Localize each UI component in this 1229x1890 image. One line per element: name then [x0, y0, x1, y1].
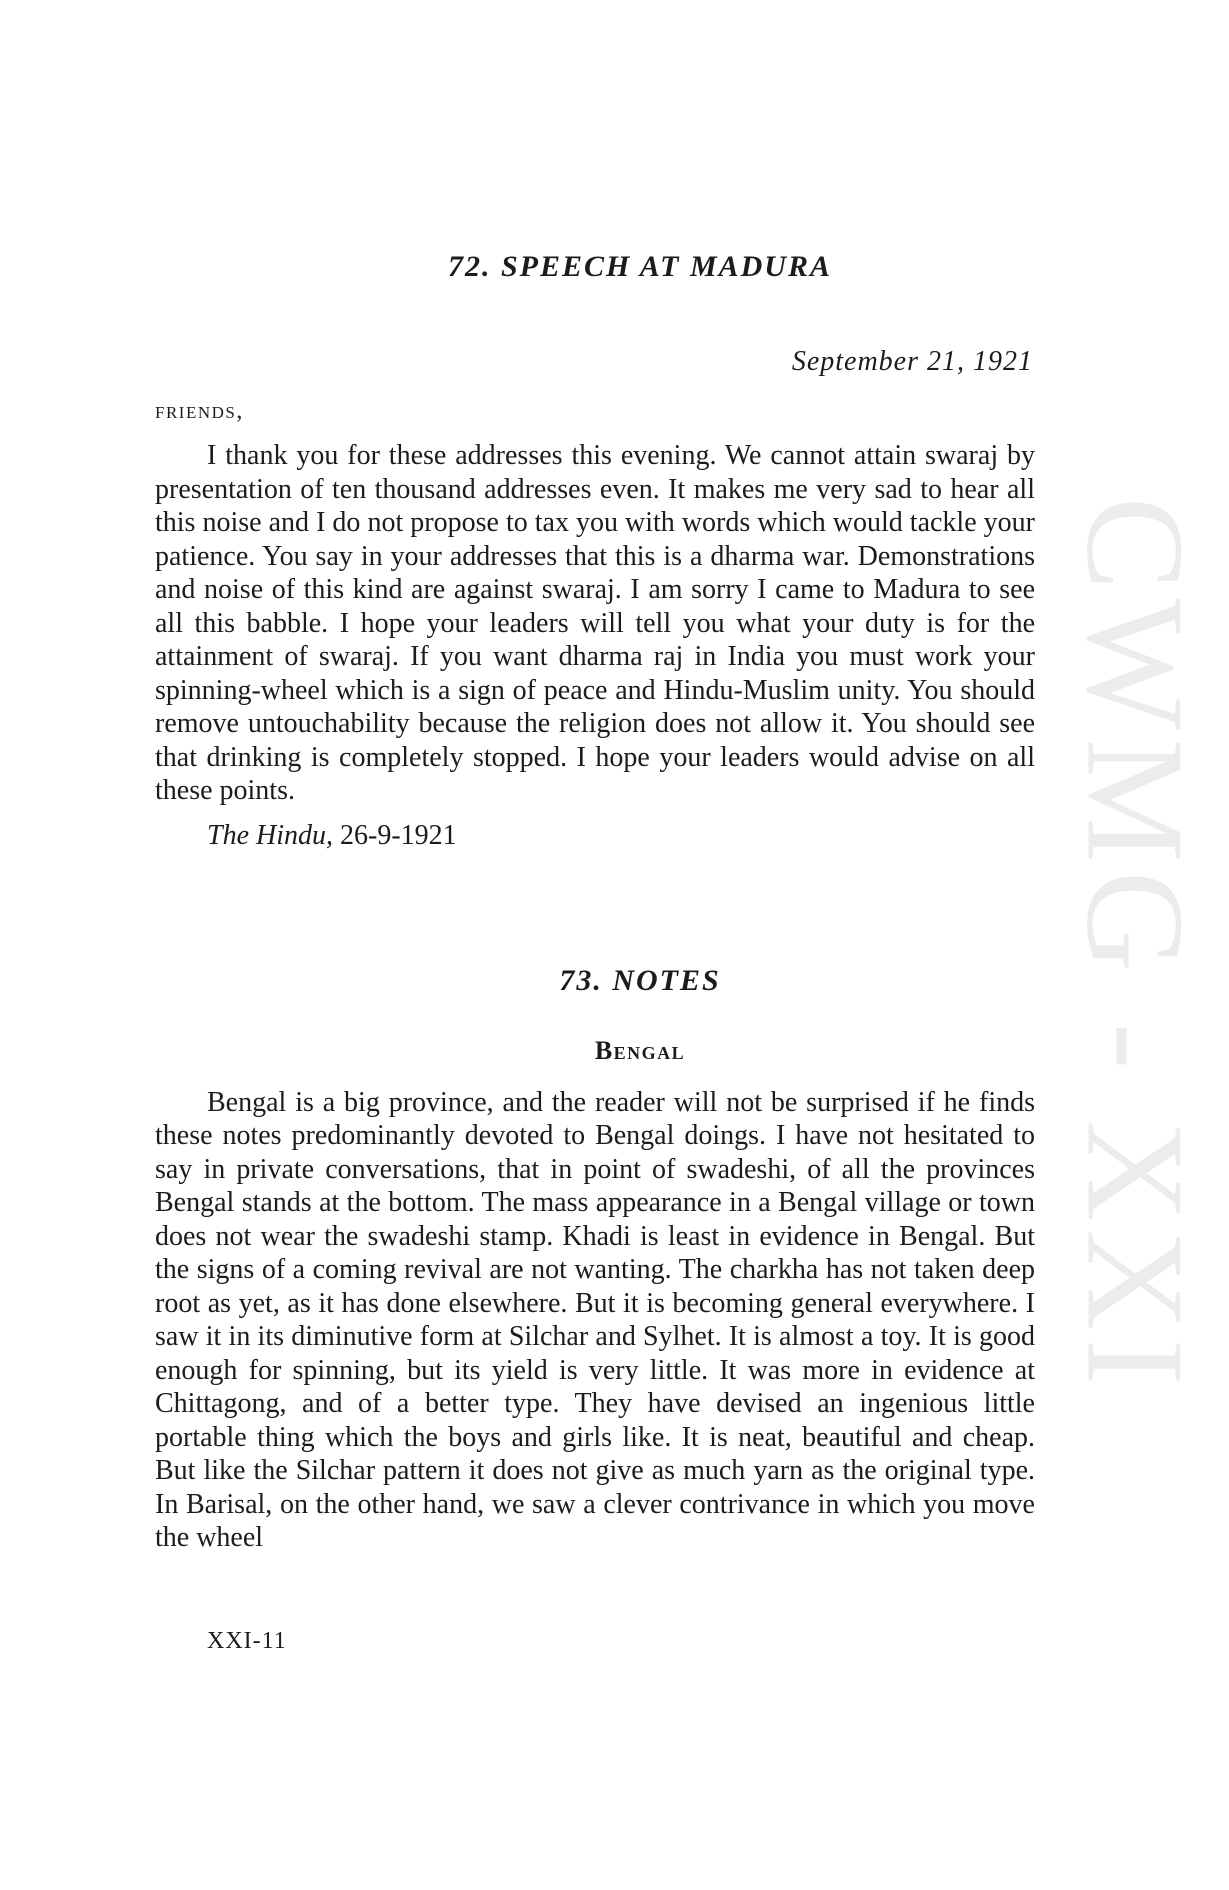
source-publication: The Hindu, — [207, 819, 333, 851]
salutation: friends, — [155, 398, 244, 424]
section-title: 73. NOTES — [559, 963, 721, 997]
speech-date: September 21, 1921 — [791, 346, 1033, 377]
page-content — [155, 250, 1035, 1555]
notes-section — [155, 964, 1035, 1555]
section-title: 72. SPEECH AT MADURA — [448, 250, 832, 283]
speech-section — [155, 250, 1035, 852]
page-footer-id: XXI-11 — [207, 1628, 287, 1654]
speech-body: I thank you for these addresses this evening. We cannot attain swaraj by presentation of ten thousand addresses even. It makes me very sad to hear all this noise and I do not propose to tax you with words which would tackle your patience. You say in your addresses that this is a dharma war. Demonstrations and noise of this kind are against swaraj. I am sorry I came to Madura to see all this babble. I hope your leaders will tell you what your duty is for the attainment of swaraj. If you want dharma raj in India you must work your spinning-wheel which is a sign of peace and Hindu-Muslim unity. You should remove untouchability because the religion does not allow it. You should see that drinking is completely stopped. I hope your leaders would advise on all these points. — [155, 440, 1035, 806]
source-date: 26-9-1921 — [340, 819, 457, 851]
notes-body: Bengal is a big province, and the reader will not be surprised if he finds these notes predominantly devoted to Bengal doings. I have not hesitated to say in private conversations, that in point of swadeshi, of all the provinces Bengal stands at the bottom. The mass appearance in a Bengal village or town does not wear the swadeshi stamp. Khadi is least in evidence in Bengal. But the signs of a coming revival are not wanting. The charkha has not taken deep root as yet, as it has done elsewhere. But it is becoming general everywhere. I saw it in its diminutive form at Silchar and Sylhet. It is almost a toy. It is good enough for spinning, but its yield is very little. It was more in evidence at Chittagong, and of a better type. They have devised an ingenious little portable thing which the boys and girls like. It is neat, beautiful and cheap. But like the Silchar pattern it does not give as much yarn as the original type. In Barisal, on the other hand, we saw a clever contrivance in which you move the wheel — [155, 1086, 1035, 1553]
subheading: Bengal — [594, 1035, 686, 1065]
source-citation — [207, 820, 1035, 852]
watermark: CWMG - XXI — [1057, 496, 1213, 1394]
